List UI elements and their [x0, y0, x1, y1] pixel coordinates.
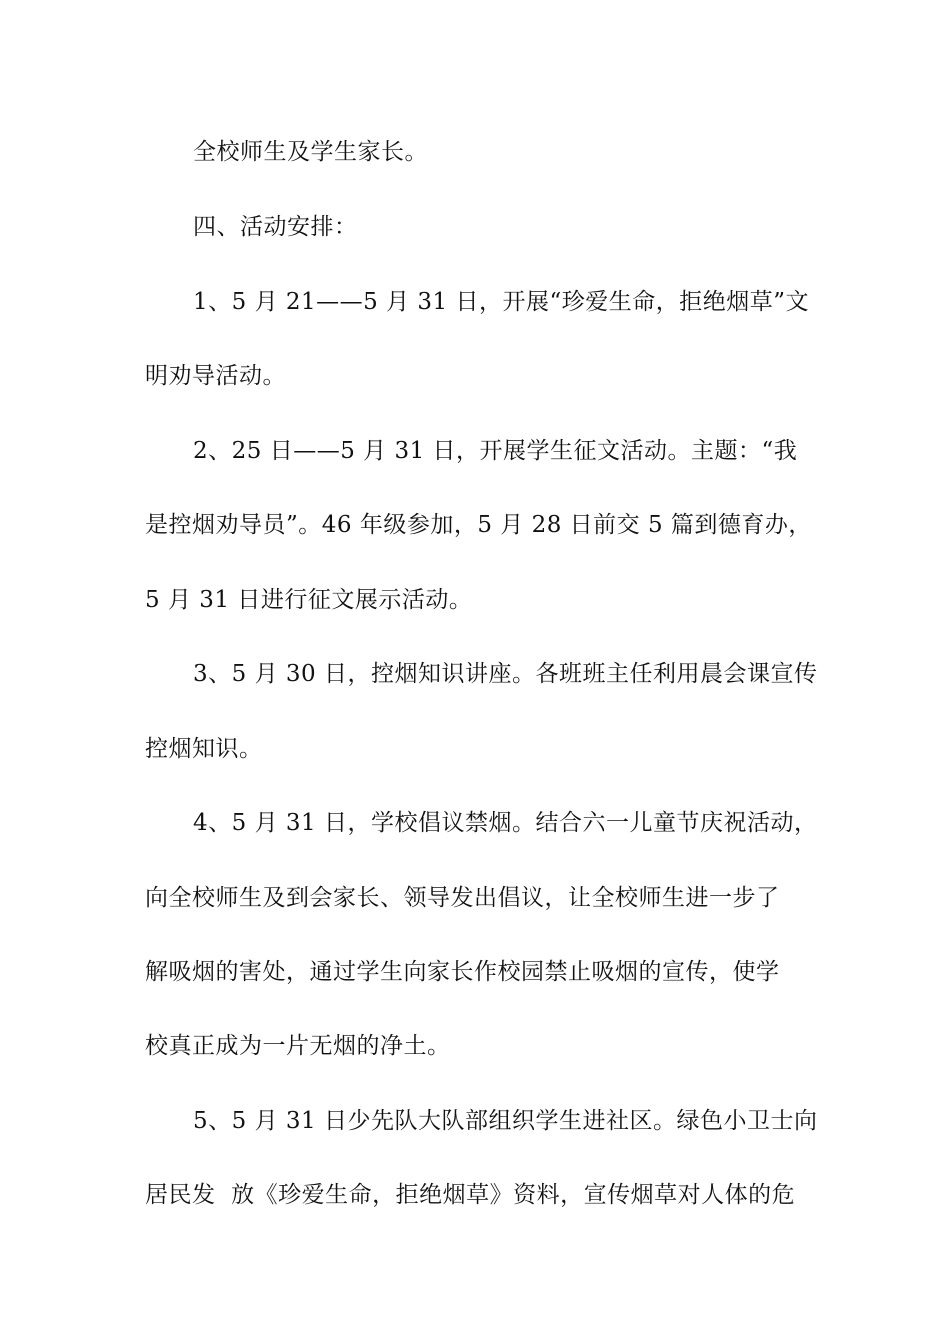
- text-line: 3、5 月 30 日，控烟知识讲座。各班班主任利用晨会课宣传: [193, 661, 818, 687]
- text-line: 是控烟劝导员”。46 年级参加，5 月 28 日前交 5 篇到德育办，: [145, 512, 812, 538]
- text-line: 控烟知识。: [145, 736, 263, 762]
- text-line: 1、5 月 21——5 月 31 日，开展“珍爱生命，拒绝烟草”文: [193, 289, 810, 315]
- text-line: 向全校师生及到会家长、领导发出倡议，让全校师生进一步了: [145, 885, 780, 911]
- text-line: 5、5 月 31 日少先队大队部组织学生进社区。绿色小卫士向: [193, 1108, 818, 1134]
- text-line: 解吸烟的害处，通过学生向家长作校园禁止吸烟的宣传，使学: [145, 959, 780, 985]
- text-line: 2、25 日——5 月 31 日，开展学生征文活动。主题：“我: [193, 438, 798, 464]
- text-line: 明劝导活动。: [145, 363, 286, 389]
- text-line: 5 月 31 日进行征文展示活动。: [145, 587, 473, 613]
- section-heading: 四、活动安排：: [193, 214, 358, 240]
- text-line: 全校师生及学生家长。: [193, 139, 428, 165]
- text-line: 居民发 放《珍爱生命，拒绝烟草》资料，宣传烟草对人体的危: [145, 1182, 796, 1208]
- text-line: 4、5 月 31 日，学校倡议禁烟。结合六一儿童节庆祝活动，: [193, 810, 818, 836]
- text-line: 校真正成为一片无烟的净土。: [145, 1033, 451, 1059]
